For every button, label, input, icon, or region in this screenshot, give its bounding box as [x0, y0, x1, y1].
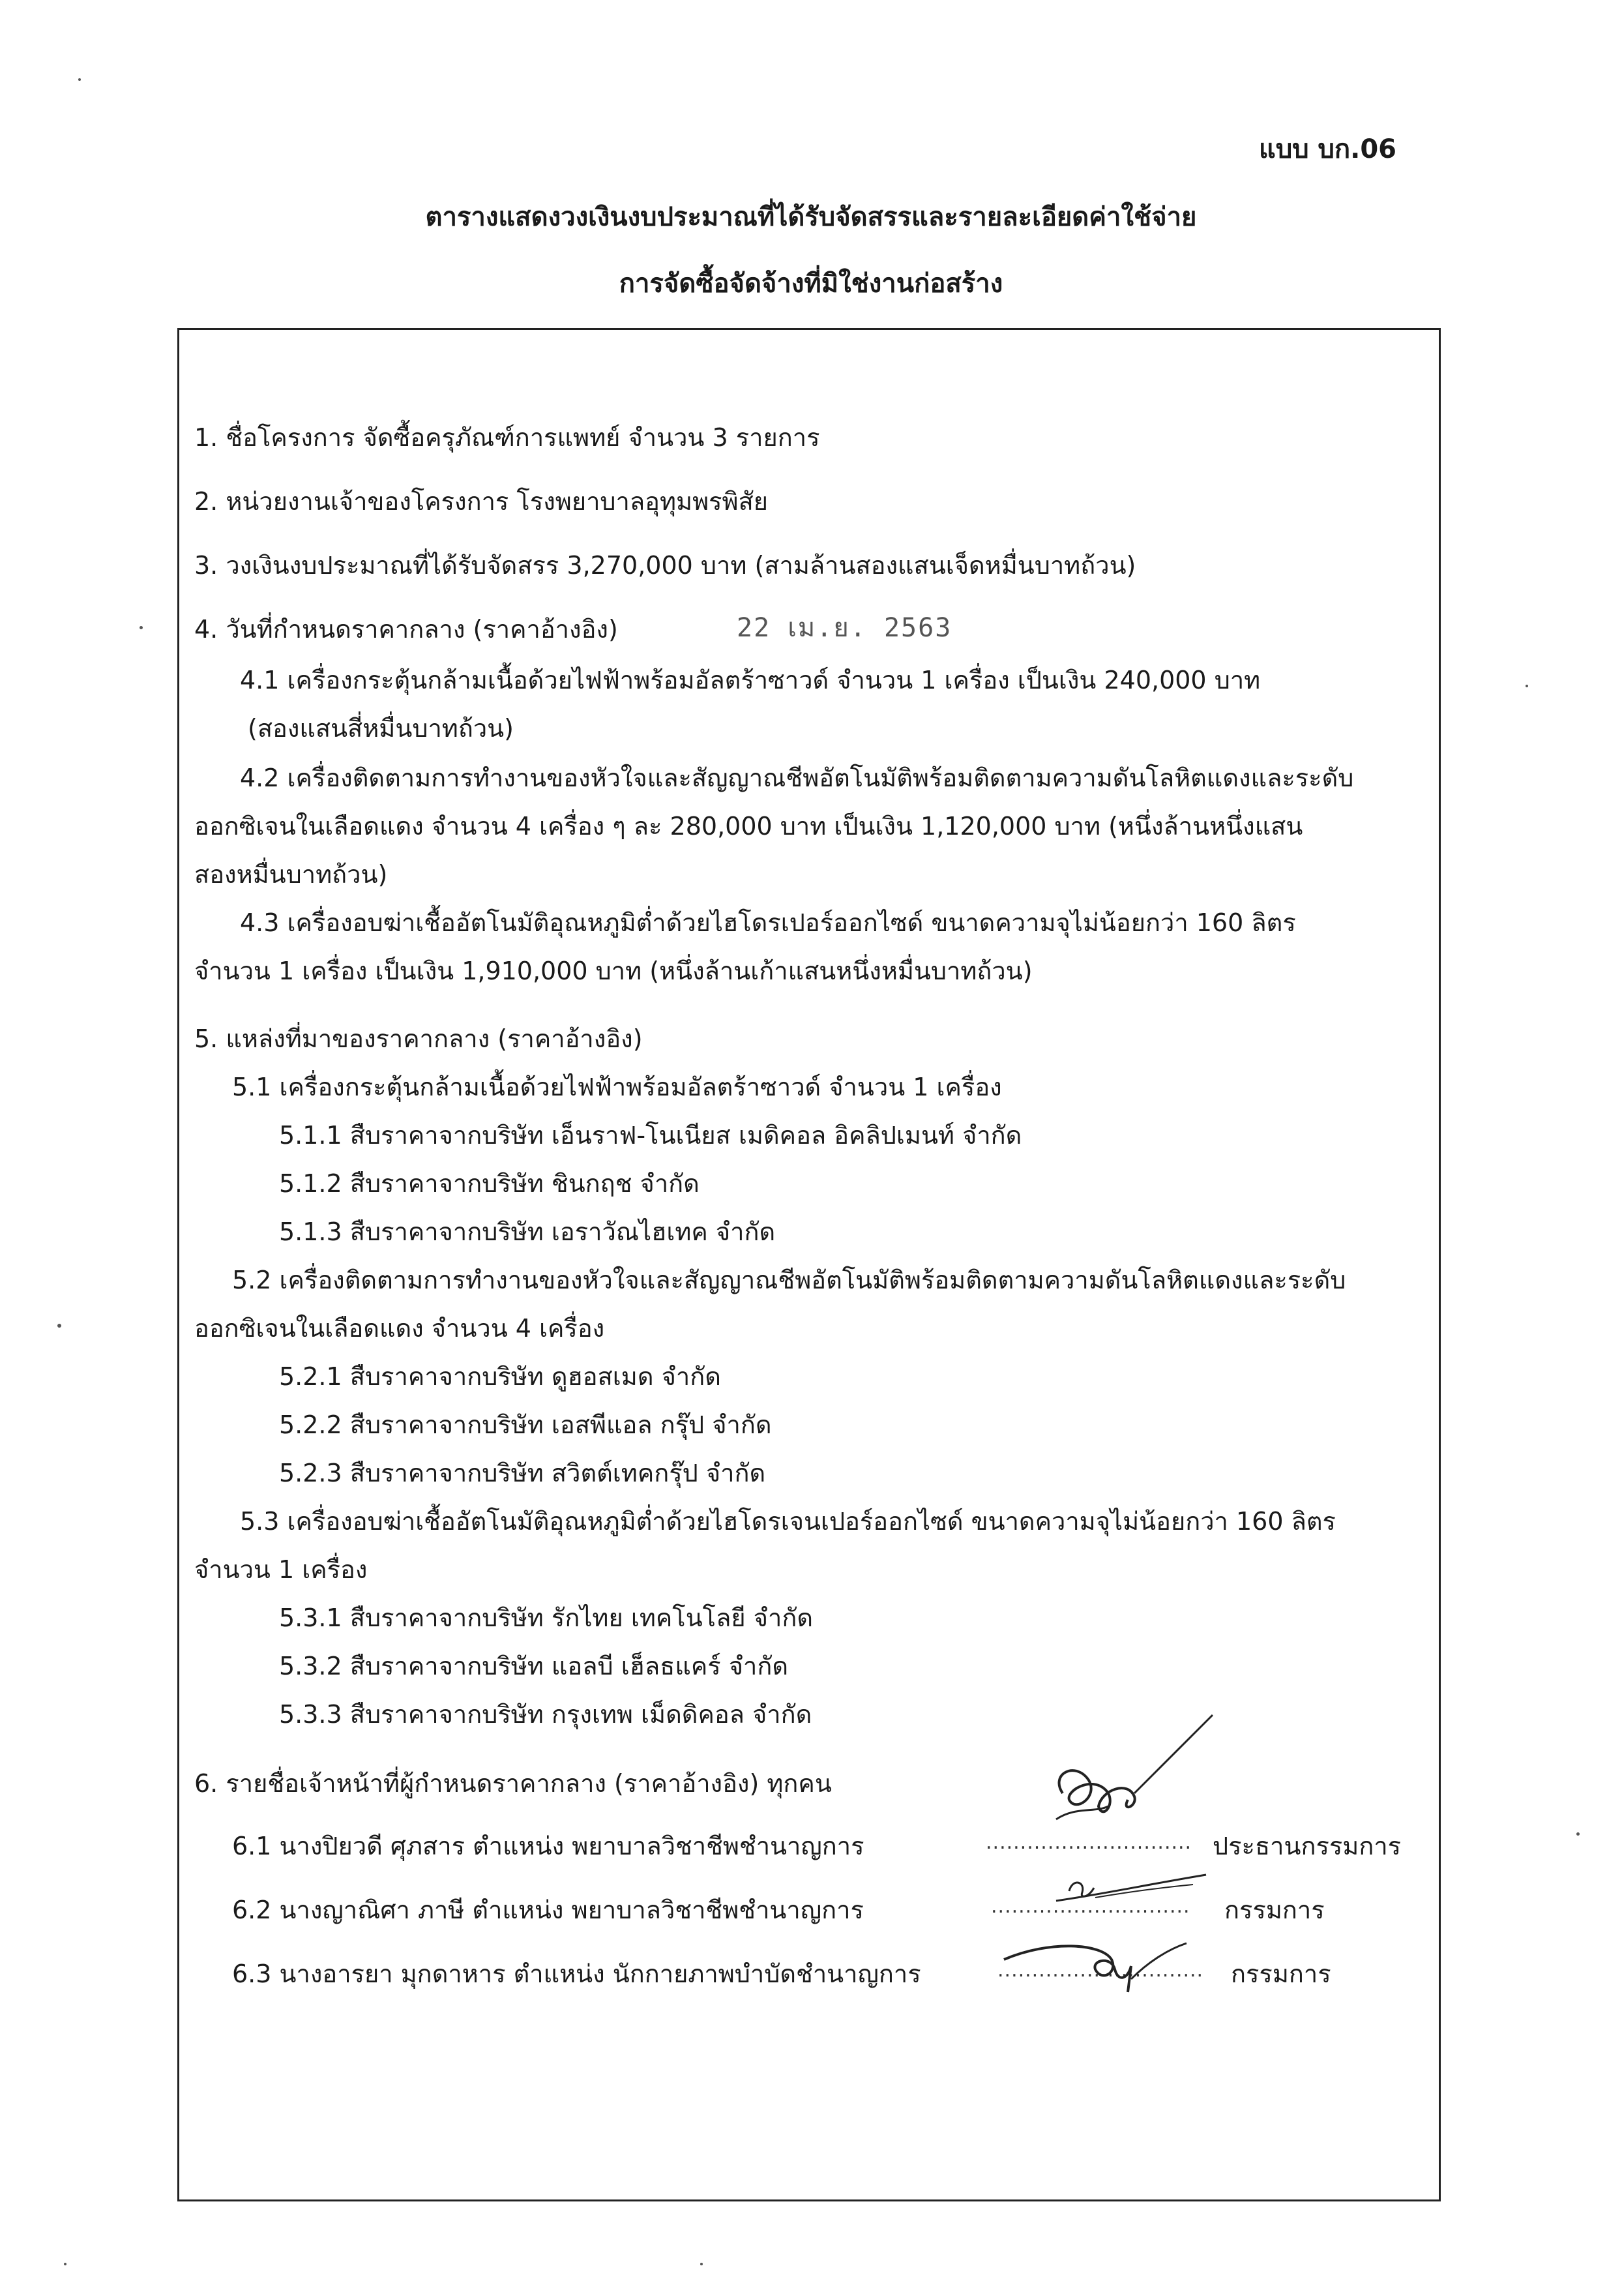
item-4-2-line1: 4.2 เครื่องติดตามการทำงานของหัวใจและสัญญาณชีพอัตโนมัติพร้อมติดตามความดันโลหิตแดงและระดับ [240, 764, 1354, 792]
item-3-budget: 3. วงเงินงบประมาณที่ได้รับจัดสรร 3,270,000 บาท (สามล้านสองแสนเจ็ดหมื่นบาทถ้วน) [194, 551, 1136, 580]
signature-1 [1037, 1708, 1226, 1852]
item-4-1-line1: 4.1 เครื่องกระตุ้นกล้ามเนื้อด้วยไฟฟ้าพร้อมอัลตร้าซาวด์ จำนวน 1 เครื่อง เป็นเงิน 240,000 บาท [240, 666, 1261, 694]
item-5-3-2: 5.3.2 สืบราคาจากบริษัท แอลบี เฮ็ลธแคร์ จำกัด [279, 1652, 789, 1680]
committee-member-2: 6.2 นางญาณิศา ภาษี ตำแหน่ง พยาบาลวิชาชีพชำนาญการ [232, 1896, 864, 1924]
signature-line-3: .............................. [997, 1959, 1204, 1982]
item-5-2-line2: ออกซิเจนในเลือดแดง จำนวน 4 เครื่อง [194, 1314, 605, 1343]
document-subtitle: การจัดซื้อจัดจ้างที่มิใช่งานก่อสร้าง [619, 269, 1003, 299]
committee-member-1: 6.1 นางปิยวดี ศุภสาร ตำแหน่ง พยาบาลวิชาชีพชำนาญการ [232, 1832, 864, 1860]
committee-role-1: ประธานกรรมการ [1213, 1832, 1402, 1860]
item-5-1-1: 5.1.1 สืบราคาจากบริษัท เอ็นราฟ-โนเนียส เมดิคอล อิคลิปเมนท์ จำกัด [279, 1121, 1022, 1150]
committee-member-3: 6.3 นางอารยา มุกดาหาร ตำแหน่ง นักกายภาพบำบัดชำนาญการ [232, 1960, 921, 1988]
item-5-3-1: 5.3.1 สืบราคาจากบริษัท รักไทย เทคโนโลยี จำกัด [279, 1603, 814, 1632]
scan-speck [78, 78, 81, 81]
item-2-owner-agency: 2. หน่วยงานเจ้าของโครงการ โรงพยาบาลอุทุมพรพิสัย [194, 487, 769, 516]
item-5-1-2: 5.1.2 สืบราคาจากบริษัท ชินกฤช จำกัด [279, 1169, 700, 1198]
date-stamp: 22 เม.ย. 2563 [737, 613, 952, 643]
scan-speck [1526, 685, 1528, 687]
item-4-3-line2: จำนวน 1 เครื่อง เป็นเงิน 1,910,000 บาท (หนึ่งล้านเก้าแสนหนึ่งหมื่นบาทถ้วน) [194, 957, 1033, 985]
scan-speck [140, 626, 143, 629]
item-5-1-3: 5.1.3 สืบราคาจากบริษัท เอราวัณไฮเทค จำกัด [279, 1217, 776, 1246]
scan-speck [57, 1324, 61, 1328]
item-5-3-line2: จำนวน 1 เครื่อง [194, 1555, 368, 1584]
item-4-1-line2: (สองแสนสี่หมื่นบาทถ้วน) [248, 714, 514, 743]
item-5-1: 5.1 เครื่องกระตุ้นกล้ามเนื้อด้วยไฟฟ้าพร้อมอัลตร้าซาวด์ จำนวน 1 เครื่อง [232, 1073, 1002, 1101]
item-4-2-line2: ออกซิเจนในเลือดแดง จำนวน 4 เครื่อง ๆ ละ 280,000 บาท เป็นเงิน 1,120,000 บาท (หนึ่งล้านหนึ่งแสน [194, 812, 1303, 841]
signature-3 [997, 1930, 1193, 2002]
item-4-reference-date-label: 4. วันที่กำหนดราคากลาง (ราคาอ้างอิง) [194, 615, 618, 644]
signature-line-2: ............................. [991, 1895, 1190, 1918]
committee-role-2: กรรมการ [1224, 1896, 1325, 1924]
item-5-3-line1: 5.3 เครื่องอบฆ่าเชื้ออัตโนมัติอุณหภูมิต่ำด้วยไฮโดรเจนเปอร์ออกไซด์ ขนาดความจุไม่น้อยกว่า 160 ลิตร [240, 1507, 1336, 1536]
item-6-committee-heading: 6. รายชื่อเจ้าหน้าที่ผู้กำหนดราคากลาง (ราคาอ้างอิง) ทุกคน [194, 1769, 832, 1798]
item-5-2-line1: 5.2 เครื่องติดตามการทำงานของหัวใจและสัญญาณชีพอัตโนมัติพร้อมติดตามความดันโลหิตแดงและระดับ [232, 1266, 1346, 1294]
item-5-price-sources: 5. แหล่งที่มาของราคากลาง (ราคาอ้างอิง) [194, 1024, 643, 1053]
item-5-2-3: 5.2.3 สืบราคาจากบริษัท สวิตต์เทคกรุ๊ป จำกัด [279, 1459, 766, 1487]
item-1-project-name: 1. ชื่อโครงการ จัดซื้อครุภัณฑ์การแพทย์ จำนวน 3 รายการ [194, 423, 820, 452]
item-4-3-line1: 4.3 เครื่องอบฆ่าเชื้ออัตโนมัติอุณหภูมิต่ำด้วยไฮโดรเปอร์ออกไซด์ ขนาดความจุไม่น้อยกว่า 160 ลิตร [240, 908, 1296, 937]
item-5-3-3: 5.3.3 สืบราคาจากบริษัท กรุงเทพ เม็ดดิคอล จำกัด [279, 1700, 812, 1729]
item-4-2-line3: สองหมื่นบาทถ้วน) [194, 860, 388, 889]
item-5-2-2: 5.2.2 สืบราคาจากบริษัท เอสพีแอล กรุ๊ป จำกัด [279, 1410, 772, 1439]
scan-speck [1576, 1832, 1580, 1836]
committee-role-3: กรรมการ [1231, 1960, 1331, 1988]
signature-2 [1043, 1865, 1213, 1911]
item-5-2-1: 5.2.1 สืบราคาจากบริษัท ดูฮอสเมด จำกัด [279, 1362, 721, 1391]
signature-line-1: .............................. [986, 1831, 1192, 1854]
document-title: ตารางแสดงวงเงินงบประมาณที่ได้รับจัดสรรและรายละเอียดค่าใช้จ่าย [425, 202, 1197, 232]
scan-speck [64, 2263, 66, 2265]
scan-speck [700, 2263, 703, 2265]
form-code: แบบ บก.06 [1259, 134, 1396, 164]
